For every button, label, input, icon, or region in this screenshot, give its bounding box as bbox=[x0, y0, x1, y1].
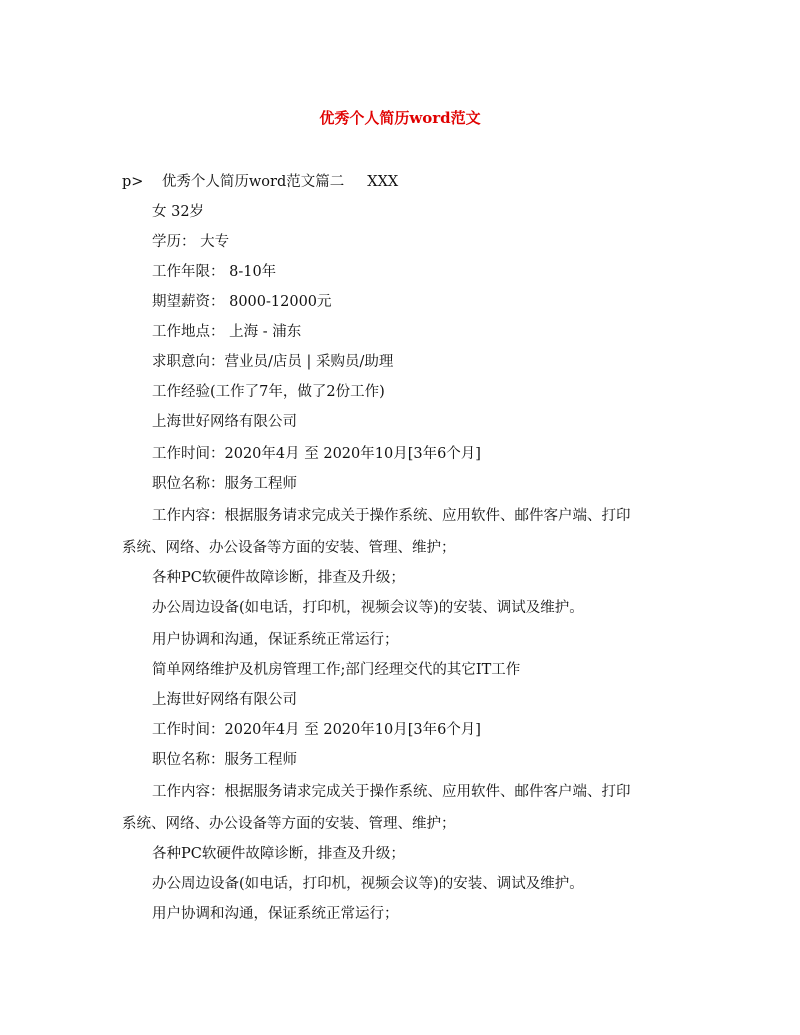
text-line: 办公周边设备(如电话，打印机，视频会议等)的安装、调试及维护。 bbox=[152, 600, 584, 616]
text-line: 工作内容：根据服务请求完成关于操作系统、应用软件、邮件客户端、打印 bbox=[152, 508, 631, 524]
text-line: 职位名称：服务工程师 bbox=[152, 476, 297, 492]
text-line: 女 32岁 bbox=[152, 204, 205, 220]
document-title: 优秀个人简历word范文 bbox=[319, 109, 481, 127]
text-line: 学历： 大专 bbox=[152, 234, 230, 250]
text-line: 求职意向：营业员/店员 | 采购员/助理 bbox=[152, 354, 394, 370]
text-line: 各种PC软硬件故障诊断，排查及升级； bbox=[152, 570, 405, 586]
text-line: 工作经验(工作了7年，做了2份工作) bbox=[152, 384, 385, 400]
text-line: 工作内容：根据服务请求完成关于操作系统、应用软件、邮件客户端、打印 bbox=[152, 784, 631, 800]
text-line: 职位名称：服务工程师 bbox=[152, 752, 297, 768]
text-line: 工作年限： 8-10年 bbox=[152, 264, 277, 280]
text-line: 工作地点： 上海 - 浦东 bbox=[152, 324, 302, 340]
text-line: 各种PC软硬件故障诊断，排查及升级； bbox=[152, 846, 405, 862]
text-line: 简单网络维护及机房管理工作;部门经理交代的其它IT工作 bbox=[152, 662, 521, 678]
text-line: 用户协调和沟通，保证系统正常运行； bbox=[152, 632, 399, 648]
text-line-wrap: 系统、网络、办公设备等方面的安装、管理、维护； bbox=[122, 540, 456, 556]
section-heading-line: p> 优秀个人简历word范文篇二 XXX bbox=[122, 174, 399, 190]
company-name-line: 上海世好网络有限公司 bbox=[152, 414, 297, 430]
company-name-line: 上海世好网络有限公司 bbox=[152, 692, 297, 708]
text-line: 办公周边设备(如电话，打印机，视频会议等)的安装、调试及维护。 bbox=[152, 876, 584, 892]
text-line-wrap: 系统、网络、办公设备等方面的安装、管理、维护； bbox=[122, 816, 456, 832]
text-line: 期望薪资： 8000-12000元 bbox=[152, 294, 332, 310]
text-line: 工作时间：2020年4月 至 2020年10月[3年6个月] bbox=[152, 722, 481, 738]
text-line: 工作时间：2020年4月 至 2020年10月[3年6个月] bbox=[152, 446, 481, 462]
text-line: 用户协调和沟通，保证系统正常运行； bbox=[152, 906, 399, 922]
